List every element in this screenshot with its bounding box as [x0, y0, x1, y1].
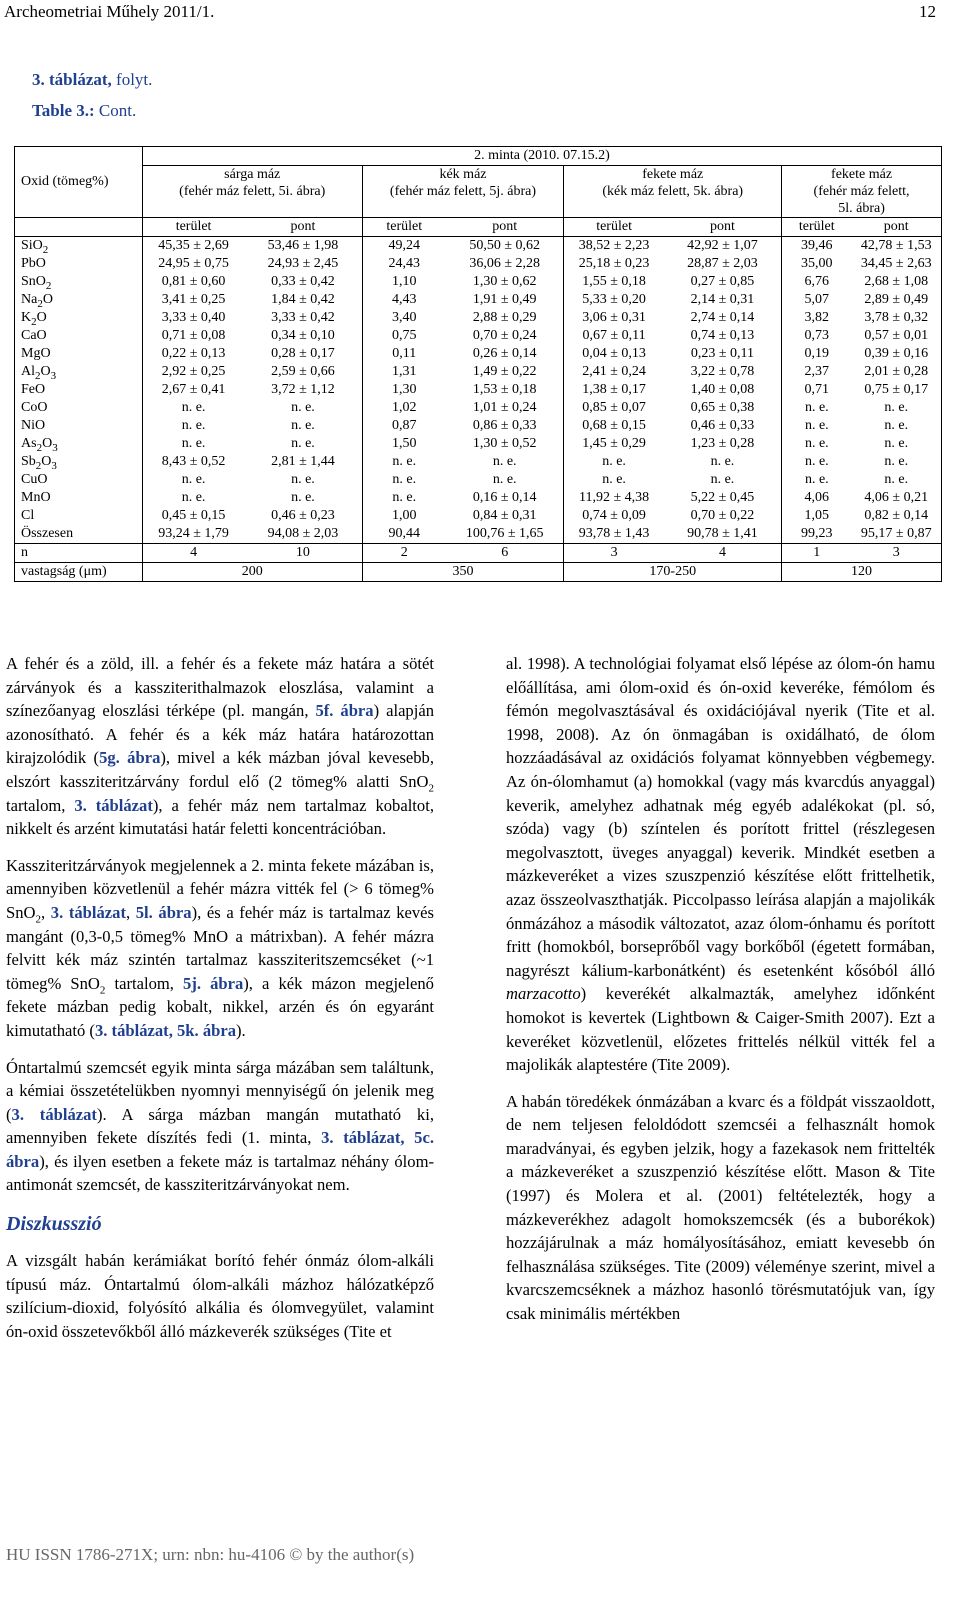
table-cell: 94,08 ± 2,03 [244, 525, 362, 544]
oxide-part: FeO [21, 382, 46, 397]
table-cell: n. e. [362, 453, 446, 471]
page-header [4, 2, 936, 22]
table-cell: 0,87 [362, 417, 446, 435]
table-cell: 1,91 ± 0,49 [472, 292, 537, 307]
table-cell: 2,92 ± 0,25 [142, 363, 244, 381]
table-cell: 3,72 ± 1,12 [271, 382, 335, 397]
table-cell: n. e. [884, 454, 909, 469]
group-name: fekete máz [642, 167, 704, 182]
table-cell: 2,67 ± 0,41 [142, 381, 244, 399]
oxide-label [15, 255, 143, 273]
figure-reference: 3. táblázat [50, 902, 126, 922]
oxide-part: CoO [21, 400, 48, 415]
table-cell: 11,92 ± 4,38 [564, 489, 664, 507]
table-cell: 4,43 [362, 291, 446, 309]
table-row [15, 363, 942, 381]
table-cell: 0,28 ± 0,17 [271, 346, 335, 361]
table-row [15, 273, 942, 291]
oxide-part: O [36, 310, 47, 325]
table-cell: 93,24 ± 1,79 [142, 525, 244, 544]
group-header [362, 166, 564, 218]
table-row [15, 345, 942, 363]
table-cell: 95,17 ± 0,87 [851, 525, 941, 544]
table-cell: 1,10 [362, 273, 446, 291]
text-run: ), mivel a kék mázban jóval kevesebb, elszórt kassziteritzárvány fordul elő (2 tömeg% alatti SnO [6, 748, 435, 791]
table-cell: 1,02 [362, 399, 446, 417]
table-cell: 2,14 ± 0,31 [690, 292, 755, 307]
table-row [15, 453, 942, 471]
oxide-label [15, 525, 143, 544]
table-cell: 5,33 ± 0,20 [564, 291, 664, 309]
subscript: 2 [428, 782, 434, 795]
table-caption-hu [32, 70, 152, 90]
group-name: sárga máz [224, 167, 281, 182]
table-row [15, 255, 942, 273]
table-cell: 1,05 [782, 507, 852, 525]
group-desc: 5l. ábra) [838, 201, 885, 216]
oxide-part: O [41, 454, 52, 469]
text-run: tartalom, [6, 795, 75, 815]
text-run: ), a kék mázon megjelenő fekete mázban pedig kobalt, nikkel, arzén és ón egyaránt kimutatható ( [6, 973, 434, 1040]
table-cell: n. e. [782, 417, 852, 435]
table-cell: 0,74 ± 0,09 [564, 507, 664, 525]
group-name: fekete máz [831, 167, 893, 182]
table-cell: 350 [362, 563, 564, 582]
table-cell: n. e. [782, 435, 852, 453]
oxide-part: MnO [21, 490, 51, 505]
oxide-part: SiO [21, 238, 43, 253]
table-cell: n. e. [142, 417, 244, 435]
figure-reference: 5j. ábra [183, 973, 244, 993]
table-cell: 2,37 [782, 363, 852, 381]
figure-reference: 5f. ábra [315, 701, 374, 721]
oxide-part: Összesen [21, 526, 74, 541]
table-row [15, 489, 942, 507]
table-cell: 4,06 [782, 489, 852, 507]
table-row [15, 291, 942, 309]
oxide-part: K [21, 310, 32, 325]
table-cell: 3,82 [782, 309, 852, 327]
table-row [15, 381, 942, 399]
table-cell: 38,52 ± 2,23 [564, 237, 664, 256]
table-cell: 2 [362, 544, 446, 563]
table-cell: 1,38 ± 0,17 [564, 381, 664, 399]
table-cell: 0,82 ± 0,14 [864, 508, 929, 523]
table-cell: 200 [142, 563, 362, 582]
table-cell: 24,93 ± 2,45 [267, 256, 339, 271]
table-cell: 0,74 ± 0,13 [690, 328, 755, 343]
text-run: ) alapján azonosítható. A fehér és a kék máz határa határozottan kirajzolódik ( [6, 701, 434, 768]
table-caption-en [32, 101, 136, 121]
table-row [15, 435, 942, 453]
table-cell: 3,33 ± 0,42 [271, 310, 335, 325]
table-cell: 2,88 ± 0,29 [472, 310, 537, 325]
oxide-part: Al [21, 364, 35, 379]
right-column [506, 652, 935, 1339]
table-cell: n. e. [782, 399, 852, 417]
table-cell: 42,78 ± 1,53 [860, 238, 932, 253]
table-cell: 2,68 ± 1,08 [864, 274, 929, 289]
table-cell: 0,46 ± 0,23 [271, 508, 335, 523]
table-cell: 3,33 ± 0,40 [142, 309, 244, 327]
table-cell: 1 [782, 544, 852, 563]
oxide-subscript: 2 [35, 459, 42, 472]
table-cell: 120 [782, 563, 942, 582]
table-cell: 3,06 ± 0,31 [564, 309, 664, 327]
table-cell: 1,01 ± 0,24 [472, 400, 537, 415]
oxide-subscript: 2 [36, 441, 43, 454]
oxide-label [15, 417, 143, 435]
table-cell: n. e. [142, 399, 244, 417]
table-cell: 0,67 ± 0,11 [564, 327, 664, 345]
paragraph [6, 1056, 434, 1198]
oxide-subscript: 3 [51, 459, 57, 472]
table-cell: 1,53 ± 0,18 [472, 382, 537, 397]
table-cell: 6 [446, 544, 564, 563]
sub-header: pont [446, 218, 564, 237]
table-cell: 53,46 ± 1,98 [267, 238, 339, 253]
oxide-part: SnO [21, 274, 46, 289]
table-cell: 0,34 ± 0,10 [271, 328, 335, 343]
table-cell: 1,23 ± 0,28 [690, 436, 755, 451]
table-cell: 1,45 ± 0,29 [564, 435, 664, 453]
table-cell: n. e. [564, 453, 664, 471]
table-cell: n. e. [492, 472, 517, 487]
table-cell: n. e. [884, 418, 909, 433]
figure-reference: 5g. ábra [99, 748, 161, 768]
table-cell: n. e. [782, 453, 852, 471]
figure-reference: 3. táblázat, 5k. ábra [94, 1020, 236, 1040]
table-cell: 0,19 [782, 345, 852, 363]
table-cell: 0,27 ± 0,85 [690, 274, 755, 289]
table-cell: 3 [851, 544, 941, 563]
table-cell: n. e. [710, 472, 735, 487]
group-desc: (fehér máz felett, [813, 184, 910, 199]
row-label: vastagság (μm) [15, 563, 143, 582]
table-cell: 0,11 [362, 345, 446, 363]
group-desc: (kék máz felett, 5k. ábra) [602, 184, 744, 199]
composition-table [14, 146, 942, 606]
oxide-label [15, 471, 143, 489]
table-cell: 1,84 ± 0,42 [271, 292, 335, 307]
table-cell: 93,78 ± 1,43 [564, 525, 664, 544]
sub-header: terület [564, 218, 664, 237]
caption-hu-cont: folyt. [111, 70, 153, 89]
table-cell: 0,04 ± 0,13 [564, 345, 664, 363]
oxide-subscript: 2 [45, 279, 52, 292]
table-cell: 4 [142, 544, 244, 563]
table-title: 2. minta (2010. 07.15.2) [142, 147, 941, 166]
page-number: 12 [919, 2, 936, 21]
oxide-subscript: 3 [50, 369, 57, 382]
table-cell: 0,71 [782, 381, 852, 399]
table-cell: 25,18 ± 0,23 [564, 255, 664, 273]
sub-header: pont [244, 218, 362, 237]
group-header [782, 166, 942, 218]
subscript: 2 [99, 984, 106, 997]
text-run: ), és a fehér máz is tartalmaz kevés mangánt (0,3-0,5 tömeg% MnO a mátrixban). A fehér mázra felvitt kék máz szintén tartalmaz kassziteritszemcséket (~1 tömeg% SnO [6, 902, 435, 993]
group-header [142, 166, 362, 218]
text-run: ). A sárga mázban mangán mutatható ki, amennyiben fekete díszítés fedi (1. minta, [6, 1104, 434, 1148]
oxide-label [15, 363, 143, 381]
table-cell: n. e. [884, 436, 909, 451]
oxide-subscript: 2 [31, 315, 37, 328]
text-run: A fehér és a zöld, ill. a fehér és a fekete máz határa a sötét zárványok és a kassziterithalmazok eloszlása, valamint a színezőanyag eloszlási térképe (pl. mangán, [6, 654, 434, 721]
table-cell: n. e. [142, 489, 244, 507]
table-cell: 5,22 ± 0,45 [690, 490, 755, 505]
table-row [15, 507, 942, 525]
table-cell: 170-250 [564, 563, 782, 582]
oxide-subscript: 2 [37, 297, 43, 310]
table-cell: 4 [664, 544, 782, 563]
table-cell: 0,57 ± 0,01 [864, 328, 929, 343]
table-cell: 42,92 ± 1,07 [687, 238, 758, 253]
table-cell: 0,45 ± 0,15 [142, 507, 244, 525]
table-cell: 100,76 ± 1,65 [446, 525, 564, 544]
table-cell: 45,35 ± 2,69 [142, 237, 244, 256]
italic-term: marzacotto [506, 984, 581, 1004]
oxide-label [15, 507, 143, 525]
table-cell: n. e. [884, 472, 909, 487]
oxide-header: Oxid (tömeg%) [21, 174, 109, 189]
text-run: Óntartalmú szemcsét egyik minta sárga mázában sem találtunk, a kémiai összetételükben nyomnyi mennyiségű ón jelenik meg ( [6, 1057, 434, 1124]
table-row [15, 417, 942, 435]
text-run: tartalom, [105, 973, 184, 993]
table-cell: 2,41 ± 0,24 [564, 363, 664, 381]
table-cell: 0,23 ± 0,11 [690, 346, 755, 361]
table-cell: 24,95 ± 0,75 [142, 255, 244, 273]
table-cell: 0,33 ± 0,42 [271, 274, 335, 289]
table-row [15, 327, 942, 345]
section-heading: Diszkusszió [6, 1213, 102, 1236]
oxide-label [15, 273, 143, 291]
group-header [564, 166, 782, 218]
oxide-label [15, 399, 143, 417]
table-cell: 2,74 ± 0,14 [690, 310, 755, 325]
table-cell: n. e. [291, 490, 315, 505]
figure-reference: 3. táblázat [11, 1104, 97, 1124]
table-cell: 39,46 [782, 237, 852, 256]
text-run: , [41, 902, 51, 922]
oxide-part: CuO [21, 472, 48, 487]
footer: HU ISSN 1786-271X; urn: nbn: hu-4106 © by the author(s) [6, 1545, 415, 1564]
oxide-part: O [42, 436, 53, 451]
table-cell: n. e. [362, 489, 446, 507]
caption-en-label: Table 3.: [32, 101, 95, 120]
figure-reference: 3. táblázat [74, 795, 153, 815]
sub-header: pont [664, 218, 782, 237]
table-cell: 0,73 [782, 327, 852, 345]
oxide-part: As [21, 436, 37, 451]
table-cell: 1,31 [362, 363, 446, 381]
table-cell: 0,26 ± 0,14 [472, 346, 537, 361]
text-run: al. 1998). A technológiai folyamat első lépése az ólom-ón hamu előállítása, ami ólom-oxid és ón-oxid keveréke, fémólom és fémón megolvasztásával és oxidációjával nyerik (Tite et al. 1998, 2008). Az ón önmagában is oxidálható, de ólom hozzáadásával az oxidációs folyamat könnyebben végbemegy. Az ón-ólomhamut (a) homokkal (vagy más kvarcdús anyaggal) keverik, amelyhez adhatnak még egyéb adalékokat (pl. só, szóda) vagy (b) színtelen és porított frittel (részlegesen megolvasztott, üveges anyaggal) keverik. Mindkét esetben a mázkeveréket a vizes szuszpenzió készítése előtt frittelhetik, azaz összeolvaszthatják. Piccolpasso leírása alapján a majolikák ónmázához a második változatot, azaz ólom-ónhamu és porított fritt (homokból, borseprőből vagy borkőből (égetett formában, nagyrészt kálium-karbonátként) és esetenként kősóból álló [506, 654, 935, 980]
oxide-label [15, 435, 143, 453]
table-cell: 90,44 [362, 525, 446, 544]
table-cell: 0,65 ± 0,38 [690, 400, 755, 415]
table-cell: 1,49 ± 0,22 [472, 364, 537, 379]
table-cell: 3,40 [362, 309, 446, 327]
table-cell: 0,46 ± 0,33 [690, 418, 755, 433]
text-run: ), és ilyen esetben a fekete máz is tartalmaz néhány ólom-antimonát szemcsét, de kassziteritzárványokat nem. [6, 1151, 434, 1195]
paragraph: A habán töredékek ónmázában a kvarc és a földpát visszaoldott, de nem teljesen feloldódott szemcséi a felhasznált homok maradványai, és egyben jelzik, hogy a fazekasok nem frittelték a mázkeveréket a szuszpenzió készítése előtt. Mason & Tite (1997) és Molera et al. (2001) feltételezték, hogy a mázkeverékhez adagolt homokszemcsék (és a buborékok) hozzájárulnak a máz homályosításához, emiatt kevesebb ón felhasználása szükséges. Tite (2009) véleménye szerint, mivel a kvarcszemcséknek a mázhoz hasonló törésmutatójuk van, így csak minimális mértékben [506, 1091, 935, 1324]
table-cell: 50,50 ± 0,62 [469, 238, 541, 253]
text-run: ). [236, 1020, 246, 1040]
caption-hu-label: 3. táblázat, [32, 70, 112, 89]
table-cell: 10 [244, 544, 362, 563]
oxide-label [15, 309, 143, 327]
oxide-label [15, 381, 143, 399]
oxide-part: CaO [21, 328, 47, 343]
table-cell: 0,22 ± 0,13 [142, 345, 244, 363]
oxide-part: O [40, 364, 51, 379]
table-cell: n. e. [564, 471, 664, 489]
table-cell: 0,86 ± 0,33 [472, 418, 537, 433]
oxide-label [15, 453, 143, 471]
table-cell: 0,39 ± 0,16 [864, 346, 929, 361]
table-cell: 3,41 ± 0,25 [142, 291, 244, 309]
table-cell: 5,07 [782, 291, 852, 309]
group-name: kék máz [439, 167, 487, 182]
table-cell: n. e. [291, 436, 315, 451]
table-cell: n. e. [142, 435, 244, 453]
text-run: ), a fehér máz nem tartalmaz kobaltot, nikkelt és arzént kimutatási határ feletti koncentrációban. [6, 795, 434, 839]
table-cell: 49,24 [362, 237, 446, 256]
group-desc: (fehér máz felett, 5i. ábra) [179, 184, 326, 199]
table-cell: 0,85 ± 0,07 [564, 399, 664, 417]
table-cell: 0,84 ± 0,31 [472, 508, 537, 523]
oxide-part: O [42, 292, 53, 307]
table-row [15, 525, 942, 544]
table-cell: 8,43 ± 0,52 [142, 453, 244, 471]
table-cell: 2,01 ± 0,28 [864, 364, 929, 379]
oxide-subscript: 2 [35, 369, 41, 382]
oxide-part: NiO [21, 418, 46, 433]
table-cell: 35,00 [782, 255, 852, 273]
oxide-label [15, 489, 143, 507]
table-cell: 2,81 ± 1,44 [271, 454, 335, 469]
left-column [6, 652, 434, 1356]
text-run: ) keverékét alkalmazták, amelyhez időnként homokot is kevertek (Lightbown & Caiger-Smith 2007). Ezt a keveréket közvetlenül, előzetes frittelés nélkül vitték fel a majolikák alaptestére (Tite 2009). [506, 984, 935, 1075]
paragraph [506, 652, 935, 1077]
paragraph [6, 652, 434, 841]
table-cell: 90,78 ± 1,41 [664, 525, 782, 544]
oxide-part: Sb [21, 454, 36, 469]
thickness-row [15, 563, 942, 582]
row-label: n [15, 544, 143, 563]
table-cell: n. e. [291, 472, 315, 487]
table-cell: n. e. [291, 418, 315, 433]
count-row [15, 544, 942, 563]
paragraph [6, 854, 434, 1043]
table-cell: 0,70 ± 0,24 [472, 328, 537, 343]
oxide-label [15, 237, 143, 256]
table-cell: 1,40 ± 0,08 [690, 382, 755, 397]
table-row [15, 399, 942, 417]
table-cell: 1,50 [362, 435, 446, 453]
sub-header: terület [782, 218, 852, 237]
sub-blank [15, 218, 143, 237]
text-run: Kassziteritzárványok megjelennek a 2. minta fekete mázában is, amennyiben közvetlenül a fehér mázra vitték fel (> 6 tömeg% SnO [6, 855, 434, 922]
table-row [15, 309, 942, 327]
table-cell: 1,30 [362, 381, 446, 399]
table-cell: 0,71 ± 0,08 [142, 327, 244, 345]
table-cell: 0,68 ± 0,15 [564, 417, 664, 435]
table-cell: 24,43 [362, 255, 446, 273]
table-cell: 1,55 ± 0,18 [564, 273, 664, 291]
text-run: , [125, 902, 136, 922]
group-desc: (fehér máz felett, 5j. ábra) [389, 184, 537, 199]
table-cell: n. e. [362, 471, 446, 489]
oxide-part: Na [21, 292, 38, 307]
oxide-part: Cl [21, 508, 35, 523]
table-cell: n. e. [782, 471, 852, 489]
sub-header: pont [851, 218, 941, 237]
oxide-subscript: 3 [52, 441, 58, 454]
table-cell: 0,75 ± 0,17 [864, 382, 929, 397]
table-cell: 0,75 [362, 327, 446, 345]
sub-header: terület [142, 218, 244, 237]
table-row [15, 471, 942, 489]
table-cell: 1,30 ± 0,62 [472, 274, 537, 289]
journal-title: Archeometriai Műhely 2011/1. [4, 2, 215, 21]
table-cell: 0,16 ± 0,14 [472, 490, 537, 505]
table-cell: n. e. [291, 400, 315, 415]
oxide-subscript: 2 [42, 243, 49, 256]
table-cell: 2,89 ± 0,49 [864, 292, 929, 307]
sub-header: terület [362, 218, 446, 237]
table-cell: 3,22 ± 0,78 [690, 364, 755, 379]
table-cell: n. e. [884, 400, 909, 415]
figure-reference: 3. táblázat, 5c. ábra [6, 1128, 434, 1171]
table-cell: 1,30 ± 0,52 [472, 436, 537, 451]
table-cell: 36,06 ± 2,28 [469, 256, 541, 271]
table-cell: 0,81 ± 0,60 [142, 273, 244, 291]
table-cell: 6,76 [782, 273, 852, 291]
table-cell: 4,06 ± 0,21 [864, 490, 929, 505]
table-cell: 99,23 [782, 525, 852, 544]
subscript: 2 [35, 913, 42, 926]
table-cell: n. e. [710, 454, 735, 469]
table-cell: n. e. [142, 471, 244, 489]
table-cell: 3 [564, 544, 664, 563]
table-cell: 2,59 ± 0,66 [271, 364, 335, 379]
oxide-part: PbO [21, 256, 46, 271]
oxide-label [15, 345, 143, 363]
table-cell: n. e. [492, 454, 517, 469]
figure-reference: 5l. ábra [135, 902, 192, 922]
table-cell: 0,70 ± 0,22 [690, 508, 755, 523]
table-row [15, 237, 942, 256]
table-cell: 1,00 [362, 507, 446, 525]
oxide-label [15, 327, 143, 345]
table-cell: 34,45 ± 2,63 [860, 256, 932, 271]
paragraph: A vizsgált habán kerámiákat borító fehér ónmáz ólom-alkáli típusú máz. Óntartalmú ólom-alkáli mázhoz hálózatképző szilícium-dioxid, folyósító alkália és ólomvegyület, valamint ón-oxid összetevőkből álló mázkeverék szükséges (Tite et [6, 1251, 434, 1341]
caption-en-cont: Cont. [94, 101, 137, 120]
table-cell: 28,87 ± 2,03 [687, 256, 758, 271]
oxide-part: MgO [21, 346, 51, 361]
oxide-label [15, 291, 143, 309]
table-cell: 3,78 ± 0,32 [864, 310, 929, 325]
